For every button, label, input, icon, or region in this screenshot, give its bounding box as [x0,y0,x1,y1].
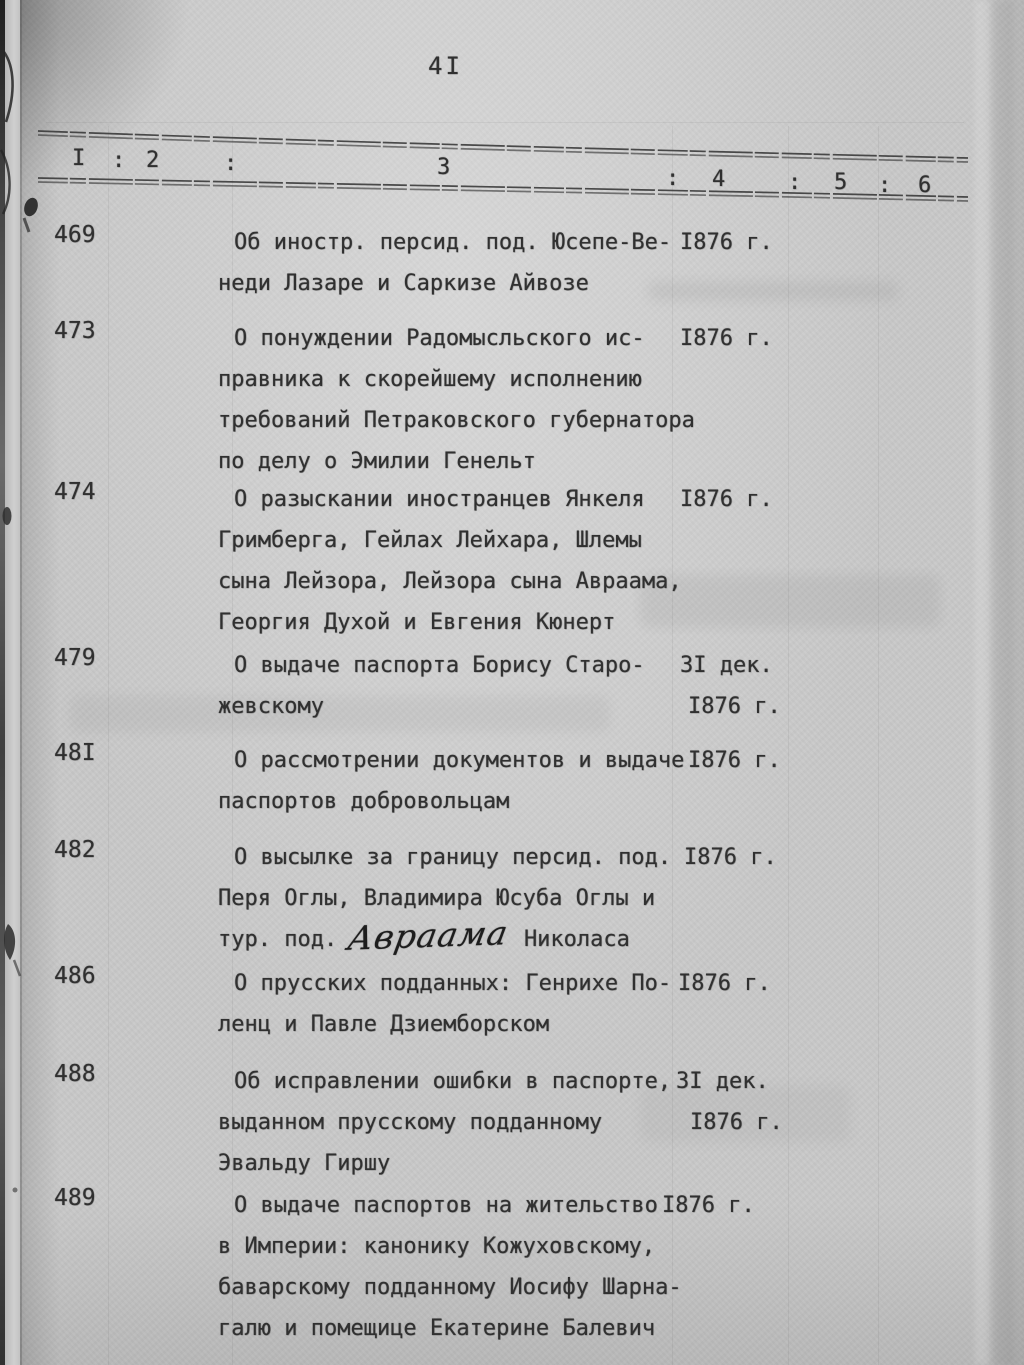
column-separator: : [878,173,892,198]
case-title: О рассмотрении документов и выдаче паспортов добровольцам [218,748,685,814]
typed-prefix: тур. под. [218,927,338,952]
typed-suffix: Николаса [523,927,630,952]
column-header-4: 4 [712,167,726,192]
case-date: I876 г. [680,326,773,351]
column-header-1: I [72,146,86,171]
case-number: 488 [54,1061,96,1087]
pencil-column-line-5 [878,126,879,1365]
page-number: 4I [428,52,463,80]
column-header-6: 6 [918,173,932,198]
case-title: Об иностр. персид. под. Юсепе-Ве- неди Лазаре и Саркизе Айвозе [218,230,672,296]
column-separator: : [112,148,126,173]
case-number: 473 [54,318,96,344]
case-date: 3I дек. I876 г. [676,1069,783,1135]
case-title: О высылке за границу персид. под. Перя Оглы, Владимира Юсуба Оглы и тур. под. Авраама Николаса [218,837,698,960]
case-date: I876 г. [680,230,773,255]
case-number: 489 [54,1185,96,1211]
column-header-2: 2 [146,148,160,173]
case-number: 48I [54,740,96,766]
case-title: О разыскании иностранцев Янкеля Гримберга, Гейлах Лейхара, Шлемы сына Лейзора, Лейзора сына Авраама, Георгия Духой и Евгения Кюнерт [218,487,682,635]
case-number: 469 [54,222,96,248]
right-edge-shadow-band [994,0,1014,1365]
column-separator: : [224,151,238,176]
case-number: 474 [54,479,96,505]
case-number: 486 [54,963,96,989]
column-separator: : [788,170,802,195]
column-header-3: 3 [437,155,451,180]
case-number: 479 [54,645,96,671]
case-date: I876 г. [684,845,777,870]
case-title: О прусских подданных: Генрихе По- ленц и Павле Дзиемборском [218,971,672,1037]
pencil-column-line-1 [108,126,109,1365]
column-separator: : [666,166,680,191]
case-title: О понуждении Радомысльского ис- правника к скорейшему исполнению требований Петраковского губернатора по делу о Эмилии Генельт [218,326,695,474]
case-number: 482 [54,837,96,863]
handwritten-word: Авраама [345,913,512,958]
case-title: О выдаче паспортов на жительство в Империи: канонику Кожуховскому, баварскому подданному Иосифу Шарна- галю и помещице Екатерине Балевич [218,1193,682,1341]
mixed-typed-handwritten-line [218,913,698,960]
case-title: О выдаче паспорта Борису Старо- жевскому [218,653,645,719]
table-header-rules [30,120,990,215]
case-date: I876 г. [678,971,771,996]
pencil-column-line-4 [788,126,789,1365]
case-date: 3I дек. I876 г. [680,653,781,719]
case-date: I876 г. [688,748,781,773]
case-title: Об исправлении ошибки в паспорте, выданном прусскому подданному Эвальду Гиршу [218,1069,672,1176]
column-header-5: 5 [834,170,848,195]
case-date: I876 г. [662,1193,755,1218]
case-date: I876 г. [680,487,773,512]
